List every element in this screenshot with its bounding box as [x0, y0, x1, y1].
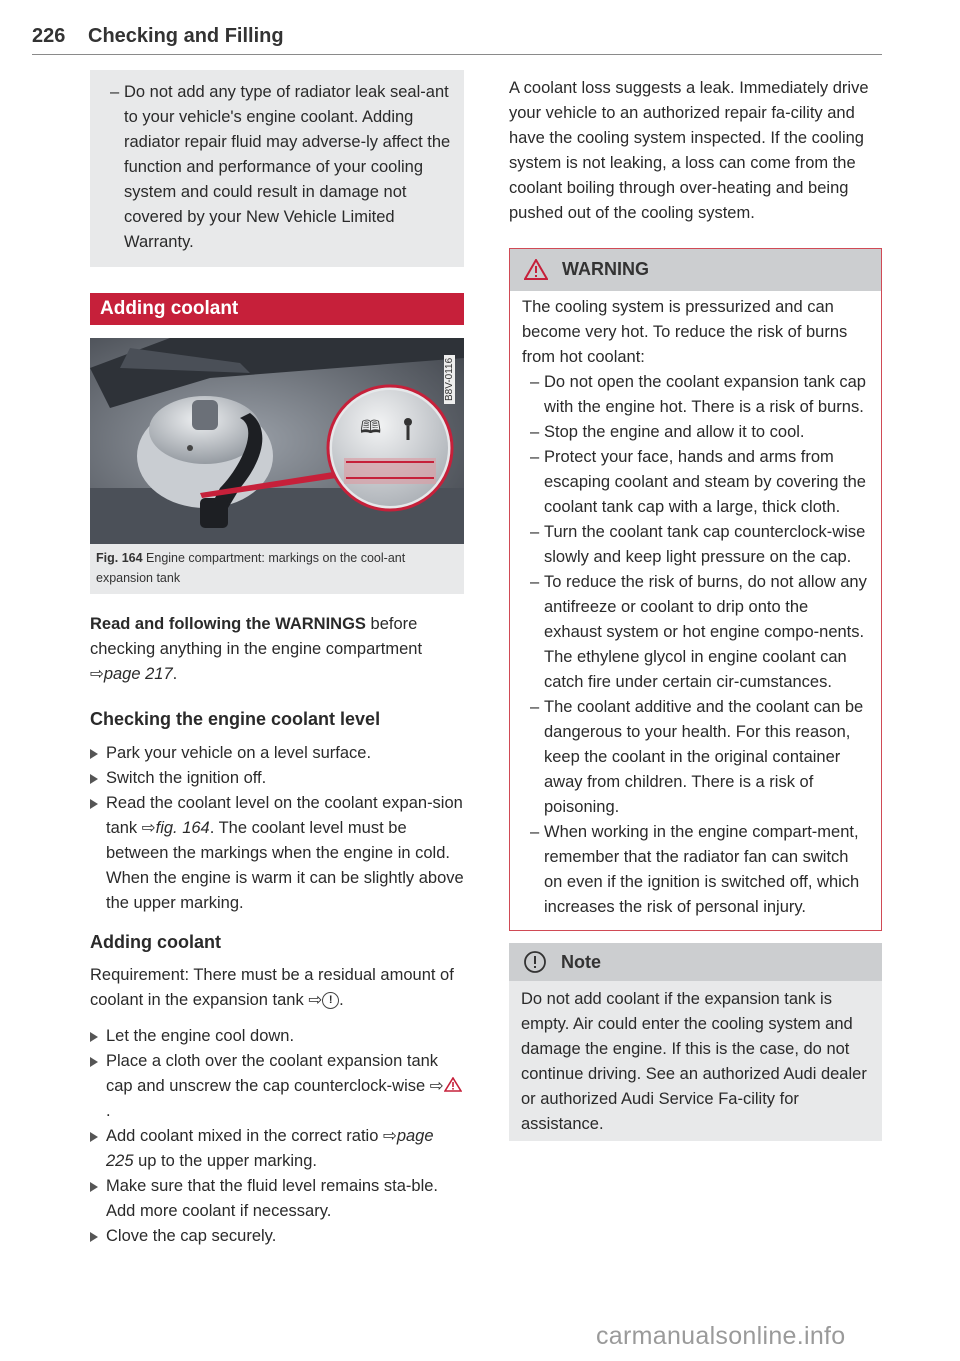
bullet-icon: [90, 774, 98, 784]
warning-triangle-icon: [524, 259, 548, 280]
list-item: Place a cloth over the coolant expansion tank cap and unscrew the cap counterclock-wise ⇨.: [90, 1049, 464, 1124]
list-item: – Do not open the coolant expansion tank cap with the engine hot. There is a risk of burns.: [522, 370, 869, 420]
watermark: carmanualsonline.info: [596, 1322, 846, 1350]
figure-id-label: B8V-0116: [442, 342, 462, 406]
info-circle-icon: [523, 950, 547, 974]
page-ref-link[interactable]: page 225: [106, 1127, 434, 1170]
figure-caption: [90, 544, 464, 594]
arrow-icon: ⇨: [141, 819, 156, 837]
coolant-tank-illustration: [90, 338, 464, 544]
figure-number: Fig. 164: [96, 551, 143, 565]
list-item: Let the engine cool down.: [90, 1024, 464, 1049]
list-item: – When working in the engine compart-ment, remember that the radiator fan can switch on even if the ignition is switched off, which increases the risk of personal injury.: [522, 820, 869, 920]
note-header: [509, 943, 882, 981]
fig-ref-link[interactable]: fig. 164: [155, 819, 210, 837]
list-item: Switch the ignition off.: [90, 766, 464, 791]
arrow-icon: ⇨: [90, 665, 104, 683]
leak-sealant-notice: [90, 70, 464, 267]
figure-caption-text: Engine compartment: markings on the cool-ant expansion tank: [96, 551, 406, 585]
intro-text: before checking anything in the engine compartment: [90, 615, 423, 658]
right-column: [509, 76, 882, 1141]
bullet-icon: [90, 749, 98, 759]
note-text: Do not add coolant if the expansion tank is empty. Air could enter the cooling system and damage the engine. If this is the case, do not continue driving. See an authorized Audi dealer or authorized Audi Service Fa-cility for assistance.: [521, 990, 867, 1133]
note-ref-icon[interactable]: !: [322, 992, 339, 1009]
arrow-icon: ⇨: [308, 991, 323, 1009]
page-header: [32, 24, 882, 55]
arrow-icon: ⇨: [382, 1127, 397, 1145]
engine-compartment-figure: [90, 338, 464, 544]
checking-heading: Checking the engine coolant level: [90, 709, 381, 729]
note-title: Note: [561, 952, 601, 972]
bullet-icon: [90, 1032, 98, 1042]
adding-coolant-bar: Adding coolant: [90, 293, 464, 325]
list-item: Read the coolant level on the coolant expan-sion tank ⇨fig. 164. The coolant level must be between the markings when the engine in cold. When the engine is warm it can be slightly above the upper marking.: [90, 791, 464, 916]
adding-steps: [90, 1024, 464, 1249]
bullet-icon: [90, 1232, 98, 1242]
checking-steps: [90, 741, 464, 916]
list-item: – Turn the coolant tank cap counterclock-wise slowly and keep light pressure on the cap.: [522, 520, 869, 570]
note-box: [509, 943, 882, 1141]
bullet-icon: [90, 1182, 98, 1192]
intro-bold: Read and following the WARNINGS: [90, 615, 366, 633]
list-item: Make sure that the fluid level remains sta-ble. Add more coolant if necessary.: [90, 1174, 464, 1224]
intro-paragraph: Read and following the WARNINGS before checking anything in the engine compartment ⇨page 217.: [90, 615, 423, 683]
bullet-icon: [90, 1057, 98, 1067]
list-item: – To reduce the risk of burns, do not allow any antifreeze or coolant to drip onto the exhaust system or hot engine compo-nents. The ethylene glycol in engine coolant can catch fire under certain cir-cumstances.: [522, 570, 869, 695]
warning-intro: The cooling system is pressurized and can become very hot. To reduce the risk of burns from hot coolant:: [522, 298, 848, 366]
warning-body: [510, 291, 881, 930]
warning-title: WARNING: [562, 259, 649, 279]
warning-triangle-icon[interactable]: [444, 1077, 462, 1092]
adding-heading: Adding coolant: [90, 932, 221, 952]
requirement-paragraph: Requirement: There must be a residual amount of coolant in the expansion tank ⇨ ! .: [90, 966, 454, 1009]
list-item: – Protect your face, hands and arms from escaping coolant and steam by covering the coolant tank cap with a large, thick cloth.: [522, 445, 869, 520]
list-item: – Stop the engine and allow it to cool.: [522, 420, 869, 445]
svg-text:🕮: 🕮: [360, 417, 382, 438]
intro-page-ref[interactable]: page 217: [103, 665, 173, 683]
list-item: Add coolant mixed in the correct ratio ⇨page 225 up to the upper marking.: [90, 1124, 464, 1174]
bullet-icon: [90, 1132, 98, 1142]
warning-header: [510, 249, 881, 291]
warning-box: [509, 248, 882, 931]
list-item: Park your vehicle on a level surface.: [90, 741, 464, 766]
coolant-loss-paragraph: A coolant loss suggests a leak. Immediately drive your vehicle to an authorized repair fa-cility and have the cooling system inspected. If the cooling system is not leaking, a loss can come from the coolant boiling through over-heating and being pushed out of the cooling system.: [509, 79, 869, 222]
section-title: Checking and Filling: [88, 25, 284, 47]
list-item: Clove the cap securely.: [90, 1224, 464, 1249]
bullet-icon: [90, 799, 98, 809]
list-item: – The coolant additive and the coolant can be dangerous to your health. For this reason, keep the coolant in the original container away from children. There is a risk of poisoning.: [522, 695, 869, 820]
arrow-icon: ⇨: [429, 1077, 444, 1095]
left-column: [90, 70, 464, 1249]
leak-sealant-text: – Do not add any type of radiator leak seal-ant to your vehicle's engine coolant. Adding radiator repair fluid may adverse-ly affect the function and performance of your cooling system and could result in damage not covered by your New Vehicle Limited Warranty.: [102, 80, 452, 255]
page-number: 226: [32, 25, 66, 47]
